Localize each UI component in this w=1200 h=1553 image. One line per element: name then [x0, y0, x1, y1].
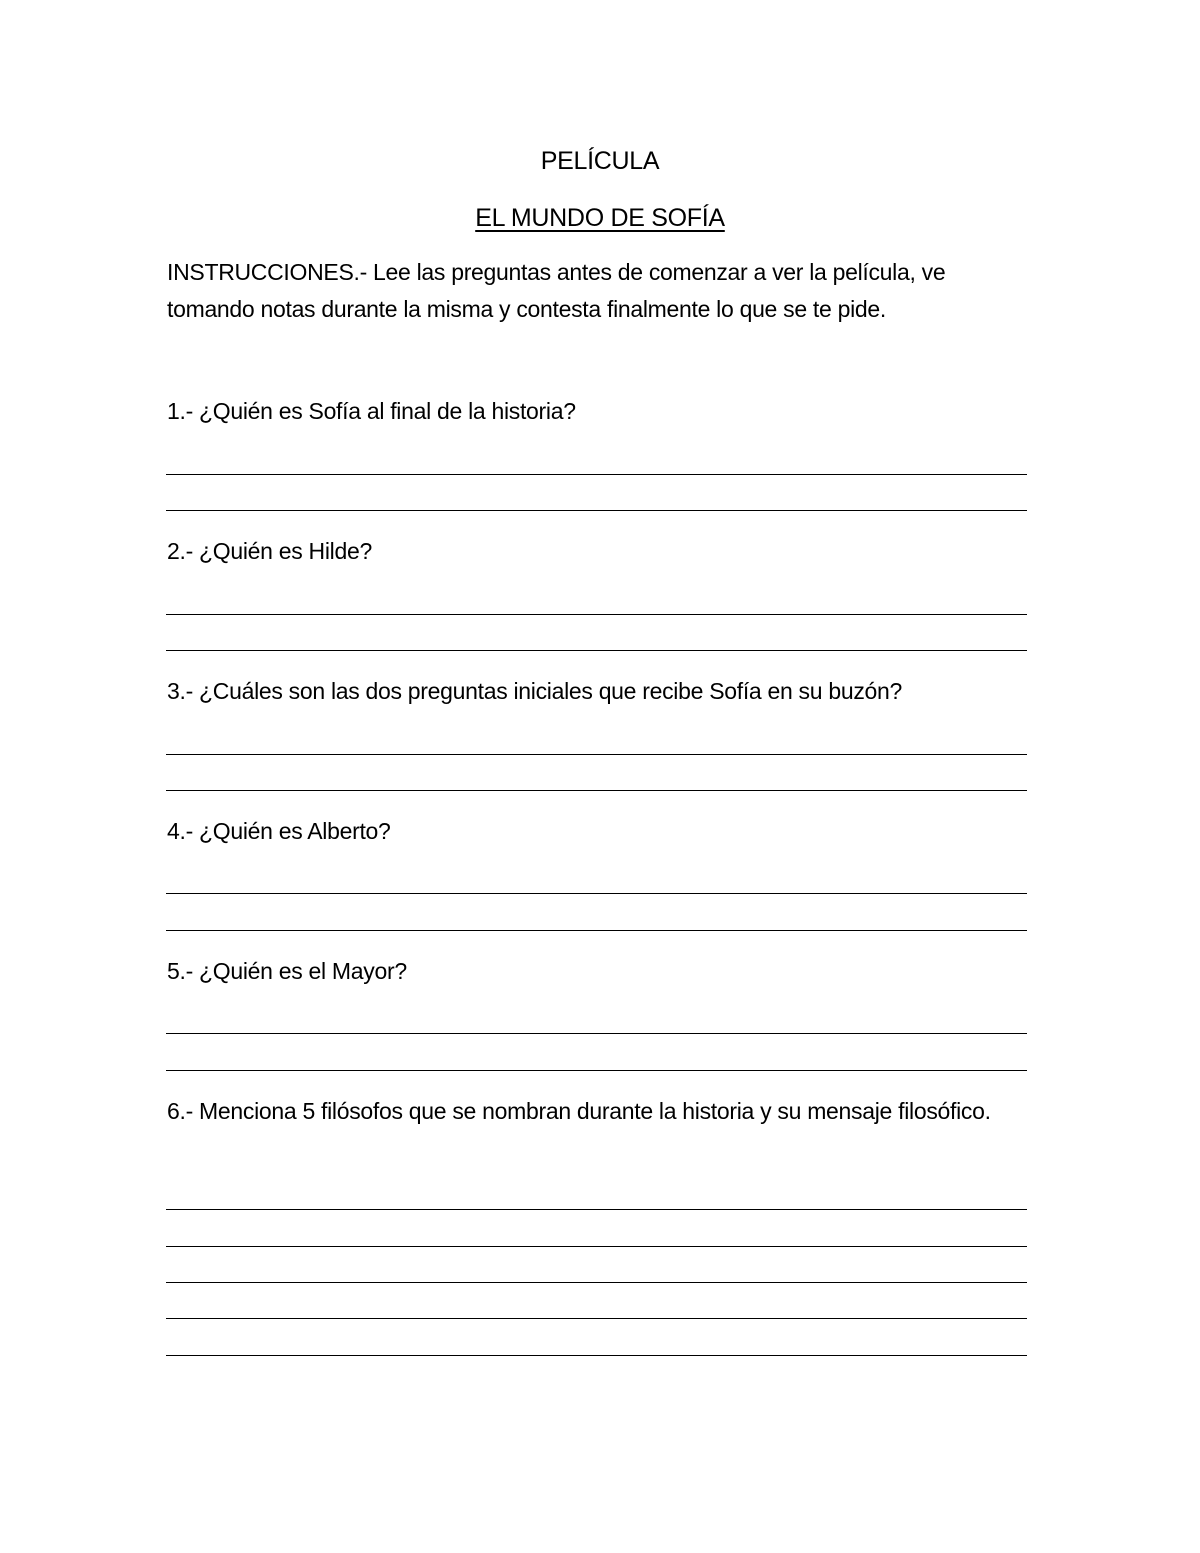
- answer-line[interactable]: [166, 650, 1027, 651]
- answer-line[interactable]: [166, 1070, 1027, 1071]
- answer-line[interactable]: [166, 1318, 1027, 1319]
- answer-line[interactable]: [166, 1355, 1027, 1356]
- page-title: PELÍCULA: [540, 147, 660, 175]
- answer-line[interactable]: [166, 790, 1027, 791]
- movie-title: EL MUNDO DE SOFÍA: [475, 204, 725, 232]
- page-subtitle: [0, 203, 1200, 233]
- instructions-paragraph: INSTRUCCIONES.- Lee las preguntas antes de comenzar a ver la película, ve tomando notas durante la misma y contesta finalmente lo que se te pide.: [167, 259, 946, 322]
- question-4: 4.- ¿Quién es Alberto?: [167, 818, 391, 844]
- answer-line[interactable]: [166, 1033, 1027, 1034]
- answer-line[interactable]: [166, 1282, 1027, 1283]
- question-1: 1.- ¿Quién es Sofía al final de la historia?: [167, 398, 576, 424]
- answer-line[interactable]: [166, 893, 1027, 894]
- answer-line[interactable]: [166, 1209, 1027, 1210]
- question-6: 6.- Menciona 5 filósofos que se nombran durante la historia y su mensaje filosófico.: [167, 1098, 991, 1124]
- question-2: 2.- ¿Quién es Hilde?: [167, 538, 372, 564]
- answer-line[interactable]: [166, 754, 1027, 755]
- answer-line[interactable]: [166, 1246, 1027, 1247]
- answer-line[interactable]: [166, 930, 1027, 931]
- question-5: 5.- ¿Quién es el Mayor?: [167, 958, 407, 984]
- answer-line[interactable]: [166, 474, 1027, 475]
- answer-line[interactable]: [166, 510, 1027, 511]
- answer-line[interactable]: [166, 614, 1027, 615]
- question-3: 3.- ¿Cuáles son las dos preguntas iniciales que recibe Sofía en su buzón?: [167, 678, 903, 704]
